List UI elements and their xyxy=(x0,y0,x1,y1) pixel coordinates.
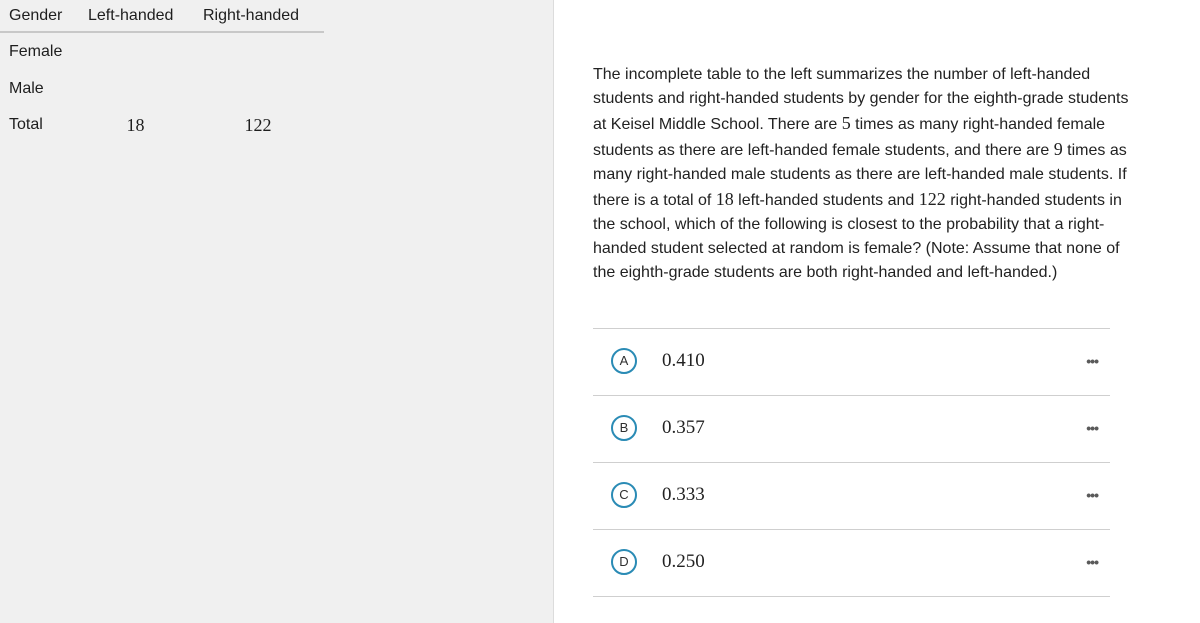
choice-text-d: 0.250 xyxy=(662,551,705,572)
header-gender: Gender xyxy=(0,0,79,32)
more-options-icon[interactable]: ••• xyxy=(1086,353,1098,369)
table-row xyxy=(0,107,324,143)
choice-text-c: 0.333 xyxy=(662,484,705,505)
question-text xyxy=(593,63,1133,285)
question-number: 18 xyxy=(715,189,734,209)
question-number: 5 xyxy=(841,113,851,133)
question-part: left-handed students and xyxy=(733,192,919,209)
question-number: 122 xyxy=(918,189,946,209)
more-options-icon[interactable]: ••• xyxy=(1086,420,1098,436)
table-row xyxy=(0,32,324,71)
cell-female-right xyxy=(192,32,324,71)
answer-choice-d[interactable] xyxy=(593,530,1110,597)
question-part: right-handed students in the school, which of the following is closest to the probability that a right-handed student selected at random is female? (Note: Assume that none of the eighth-grade students are both right-handed and left-handed.) xyxy=(593,192,1122,281)
choice-letter-b: B xyxy=(611,415,637,441)
question-part: The incomplete table to the left summarizes the number of left-handed students and right-handed students by gender for the eighth-grade students at Keisel Middle School. There are xyxy=(593,66,1129,133)
question-part: times as many right-handed female students as there are left-handed female students, and there are xyxy=(593,116,1106,159)
cell-male-right xyxy=(192,71,324,107)
cell-female-left xyxy=(79,32,192,71)
header-right-handed: Right-handed xyxy=(192,0,324,32)
question-number: 9 xyxy=(1053,139,1063,159)
answer-choices xyxy=(593,328,1110,597)
row-label-male: Male xyxy=(9,80,44,97)
row-label-total: Total xyxy=(9,116,43,133)
more-options-icon[interactable]: ••• xyxy=(1086,487,1098,503)
table-pane xyxy=(0,0,554,623)
choice-text-a: 0.410 xyxy=(662,350,705,371)
choice-letter-d: D xyxy=(611,549,637,575)
answer-choice-b[interactable] xyxy=(593,396,1110,463)
cell-male-left xyxy=(79,71,192,107)
answer-choice-a[interactable] xyxy=(593,329,1110,396)
answer-choice-c[interactable] xyxy=(593,463,1110,530)
table-row xyxy=(0,71,324,107)
table-header-row xyxy=(0,0,324,32)
choice-text-b: 0.357 xyxy=(662,417,705,438)
handedness-table xyxy=(0,0,324,143)
cell-total-right: 122 xyxy=(244,114,272,135)
more-options-icon[interactable]: ••• xyxy=(1086,554,1098,570)
row-label-female: Female xyxy=(9,43,63,60)
cell-total-left: 18 xyxy=(126,114,145,135)
choice-letter-a: A xyxy=(611,348,637,374)
question-part: times as many right-handed male students as there are left-handed male students. If there is a total of xyxy=(593,142,1127,209)
header-left-handed: Left-handed xyxy=(79,0,192,32)
choice-letter-c: C xyxy=(611,482,637,508)
